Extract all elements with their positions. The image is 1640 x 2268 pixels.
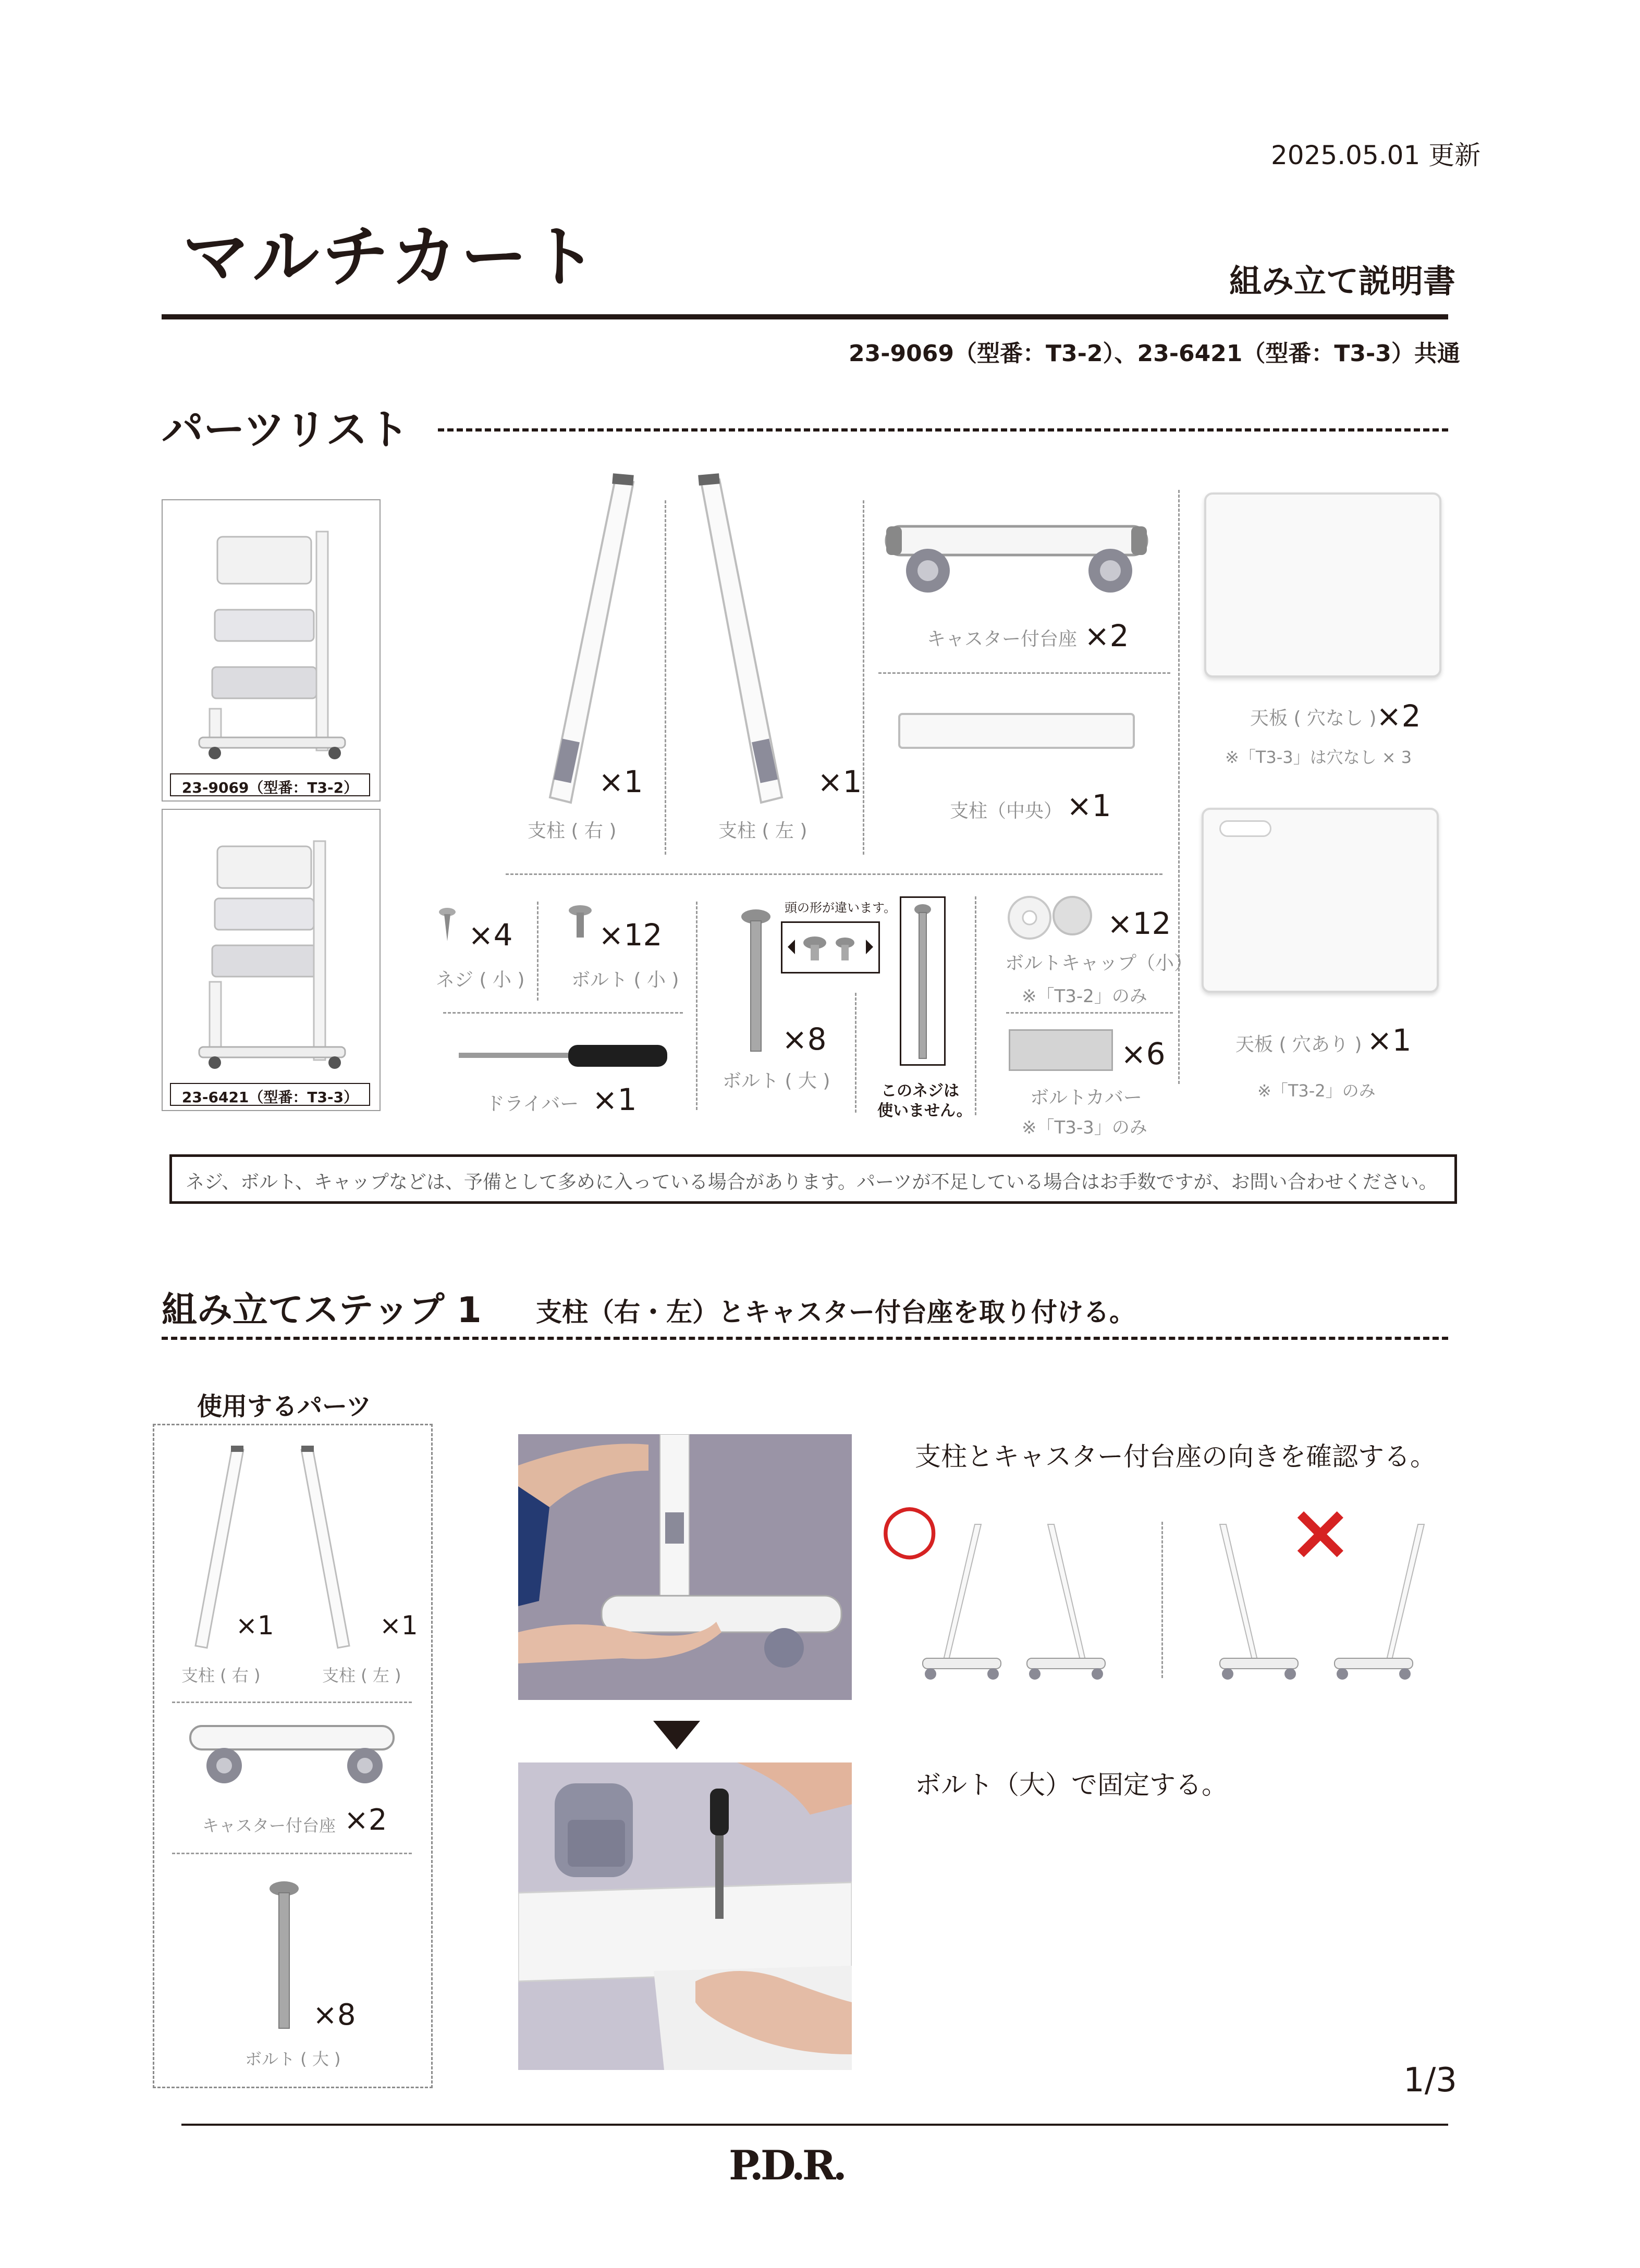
used-caster-base-label: キャスター付台座 (202, 1816, 336, 1835)
bolt-large-label: ボルト ( 大 ) (723, 1070, 830, 1092)
divider-v2 (863, 500, 864, 855)
used-caster-base-qty: ×2 (344, 1803, 387, 1837)
used-pillar-right-qty: ×1 (236, 1610, 274, 1641)
step1-photo-top (518, 1434, 852, 1700)
step1-heading: 組み立てステップ 1 (162, 1290, 482, 1331)
used-pillar-left-label: 支柱 ( 左 ) (322, 1666, 401, 1685)
footer-rule (181, 2124, 1448, 2126)
driver-label: ドライバー (486, 1093, 579, 1115)
bolt-small-label: ボルト ( 小 ) (571, 969, 679, 991)
center-pillar-label: 支柱（中央） (950, 800, 1063, 822)
screw-small-label: ネジ ( 小 ) (436, 969, 525, 991)
used-pillar-left-qty: ×1 (380, 1610, 418, 1641)
wrong-orientation-diagram (1209, 1522, 1439, 1694)
used-divider-2 (172, 1853, 412, 1854)
center-pillar-qty: ×1 (1067, 788, 1111, 823)
unused-screw-image (901, 898, 944, 1065)
center-pillar-image (897, 711, 1136, 753)
head-shape-note: 頭の形が違います。 (785, 901, 897, 915)
top-plate-hole-label: 天板 ( 穴あり ) (1235, 1034, 1362, 1055)
correct-orientation-diagram (912, 1522, 1131, 1694)
bolt-cover-note: ※「T3-3」のみ (1022, 1117, 1147, 1138)
plate-hole (1219, 820, 1271, 837)
product-t3-3-label: 23-6421（型番：T3-3） (181, 1089, 359, 1106)
divider-h4 (1006, 1012, 1173, 1014)
unused-screw-line2: 使いません。 (877, 1102, 972, 1120)
top-plate-hole-note: ※「T3-2」のみ (1257, 1081, 1376, 1101)
notice-box (169, 1154, 1457, 1204)
used-divider-1 (172, 1702, 412, 1703)
used-pillar-right-label: 支柱 ( 右 ) (181, 1666, 261, 1685)
top-plate-no-hole-note: ※「T3-3」は穴なし × 3 (1225, 747, 1412, 767)
divider-v5 (696, 902, 697, 1110)
divider-h1 (878, 672, 1170, 674)
pillar-left-qty: ×1 (817, 764, 862, 799)
bolt-cap-image (1003, 894, 1103, 941)
step1-description: 支柱（右・左）とキャスター付台座を取り付ける。 (536, 1297, 1135, 1327)
product-t3-2-label: 23-9069（型番：T3-2） (181, 779, 359, 796)
divider-v4 (537, 902, 538, 1001)
screw-small-qty: ×4 (468, 917, 513, 953)
page-number: 1/3 (1403, 2061, 1457, 2100)
pillar-right-label: 支柱 ( 右 ) (528, 820, 617, 842)
top-plate-no-hole-label: 天板 ( 穴なし ) (1250, 708, 1377, 729)
step1-photo-bottom (518, 1762, 852, 2070)
driver-qty: ×1 (592, 1082, 637, 1117)
notice-text: ネジ、ボルト、キャップなどは、予備として多めに入っている場合があります。パーツが不足している場合はお手数ですが、お問い合わせください。 (186, 1172, 1438, 1193)
divider-v3 (1178, 490, 1180, 1084)
divider-h3 (443, 1012, 683, 1014)
product-t3-3-frame (162, 809, 381, 1111)
bolt-cap-qty: ×12 (1107, 906, 1171, 941)
screwing-bolt-illustration (518, 1762, 852, 2070)
used-caster-base-image (188, 1720, 396, 1788)
model-numbers: 23-9069（型番：T3-2）、23-6421（型番：T3-3）共通 (849, 340, 1460, 367)
product-t3-2-label-box (170, 773, 370, 796)
parts-list-divider (438, 428, 1448, 432)
top-plate-no-hole-qty: ×2 (1376, 698, 1421, 734)
caster-base-image (881, 516, 1152, 599)
used-bolt-large-image (268, 1881, 300, 2032)
orientation-divider (1161, 1522, 1163, 1678)
bolt-cap-note: ※「T3-2」のみ (1022, 986, 1147, 1007)
unused-screw-box (900, 896, 946, 1066)
document-subtitle: 組み立て説明書 (1229, 262, 1456, 300)
top-plate-hole-image (1202, 808, 1439, 993)
bolt-small-image (567, 904, 593, 941)
header-rule (162, 314, 1448, 319)
bolt-heads-image (782, 923, 878, 972)
wrong-mark-icon: × (1288, 1487, 1353, 1577)
top-plate-no-hole-image (1204, 492, 1441, 677)
bolt-large-qty: ×8 (782, 1021, 827, 1057)
correct-mark-icon: ○ (880, 1488, 939, 1567)
bolt-cap-label: ボルトキャップ（小） (1005, 953, 1193, 974)
cart-2tier-image (163, 500, 380, 761)
product-t3-3-label-box (170, 1083, 370, 1106)
bolt-cover-qty: ×6 (1121, 1036, 1166, 1071)
driver-image (459, 1037, 667, 1074)
used-bolt-large-qty: ×8 (313, 1998, 356, 2032)
pillar-left-image (688, 469, 803, 808)
pillar-right-qty: ×1 (598, 764, 643, 799)
page-title: マルチカート (182, 218, 601, 296)
product-t3-2-frame (162, 499, 381, 802)
bolt-cover-label: ボルトカバー (1030, 1087, 1142, 1108)
screw-small-image (437, 907, 458, 943)
used-bolt-large-label: ボルト ( 大 ) (245, 2049, 341, 2069)
pillar-right-image (527, 469, 641, 808)
arrow-down-icon (653, 1721, 700, 1752)
bolt-cover-image (1009, 1029, 1113, 1071)
bolt-large-image (740, 909, 772, 1055)
divider-v7 (975, 896, 976, 1115)
instruction-fix-bolt: ボルト（大）で固定する。 (915, 1770, 1228, 1800)
divider-h2 (506, 873, 1162, 875)
hands-holding-pillar-illustration (518, 1434, 852, 1700)
used-parts-title: 使用するパーツ (197, 1392, 372, 1421)
brand-logo: P.D.R. (729, 2142, 844, 2189)
used-pillar-left-image (292, 1444, 360, 1652)
top-plate-hole-qty: ×1 (1367, 1022, 1412, 1058)
divider-v1 (665, 500, 666, 855)
unused-screw-line1: このネジは (881, 1082, 959, 1100)
parts-list-heading: パーツリスト (162, 405, 410, 454)
divider-v6 (855, 993, 856, 1113)
step1-divider (162, 1337, 1448, 1340)
instruction-check-orientation: 支柱とキャスター付台座の向きを確認する。 (915, 1441, 1436, 1472)
caster-base-qty: ×2 (1084, 618, 1129, 654)
head-shape-compare-box (781, 921, 880, 973)
bolt-small-qty: ×12 (598, 917, 663, 953)
updated-date: 2025.05.01 更新 (1271, 140, 1481, 170)
pillar-left-label: 支柱 ( 左 ) (718, 820, 807, 842)
caster-base-label: キャスター付台座 (927, 628, 1078, 650)
cart-3tier-image (163, 810, 380, 1070)
